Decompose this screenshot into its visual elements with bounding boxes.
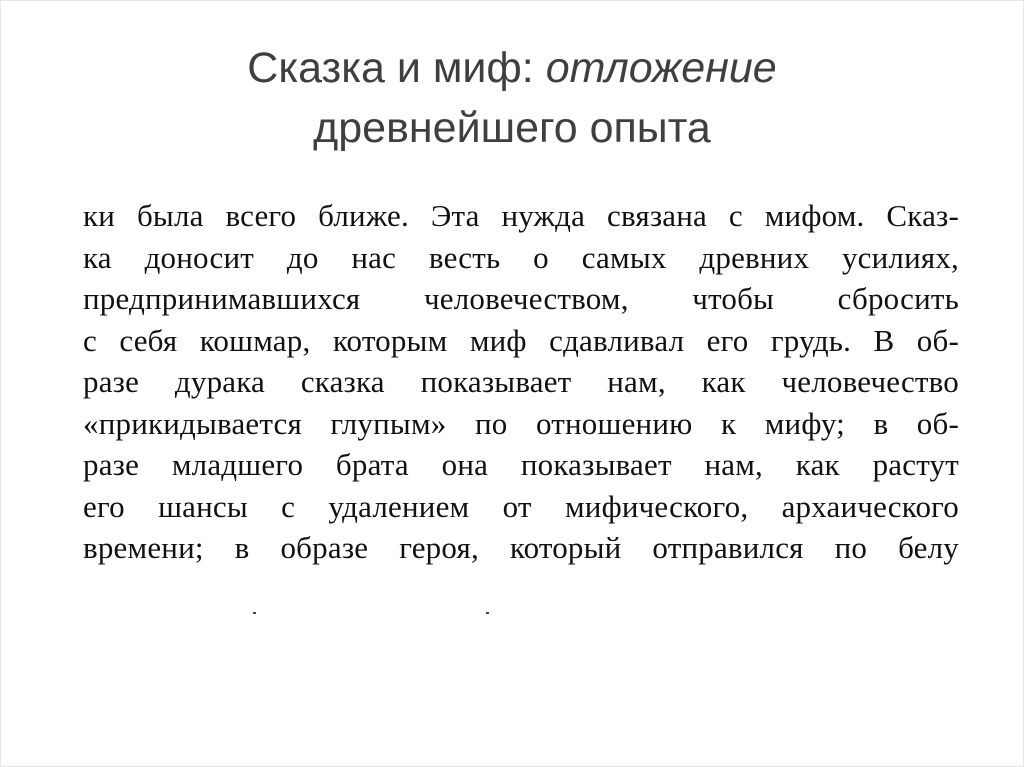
text-line: ки была всего ближе. Эта нужда связана с мифом. Сказ-: [83, 198, 959, 233]
text-line: разе младшего брата она показывает нам, как растут: [83, 447, 959, 482]
text-line: с себя кошмар, которым миф сдавливал его грудь. В об-: [83, 322, 959, 358]
title-regular: Сказка и миф:: [247, 44, 546, 92]
text-line: времени; в образе героя, который отправился по белу: [83, 530, 959, 565]
title-line-2: древнейшего опыта: [313, 104, 711, 152]
text-line: разе дурака сказка показывает нам, как человечество: [83, 364, 959, 399]
title-italic: отложение: [545, 44, 777, 92]
scan-artifact: [486, 612, 489, 614]
text-line: «прикидывается глупым» по отношению к мифу; в об-: [83, 405, 959, 441]
text-line: ка доносит до нас весть о самых древних усилиях,: [83, 239, 959, 275]
scan-artifact: [253, 612, 256, 614]
text-line: его шансы с удалением от мифического, архаического: [83, 488, 959, 524]
slide-title: [0, 38, 1024, 158]
scanned-text-excerpt: [83, 195, 959, 569]
title-line-1: [0, 38, 1024, 98]
text-line: предпринимавшихся человечеством, чтобы сбросить: [83, 281, 959, 316]
